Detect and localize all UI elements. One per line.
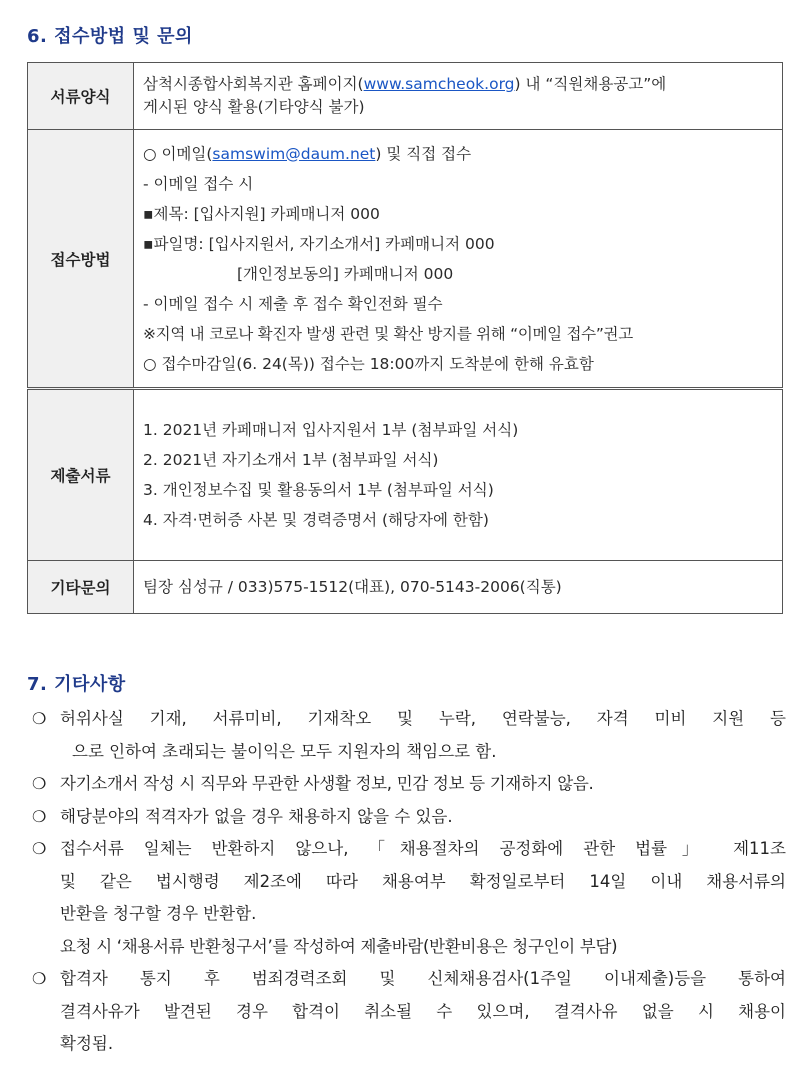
list-item <box>30 801 786 834</box>
method-line-4: ▪파일명: [입사지원서, 자기소개서] 카페매니저 000 <box>143 234 495 253</box>
list-item <box>30 703 786 768</box>
table-row <box>28 561 783 614</box>
circle-bullet-icon: ❍ <box>32 969 47 988</box>
method-line-5: [개인정보동의] 카페매니저 000 <box>237 264 454 283</box>
table-row <box>28 63 783 130</box>
form-line-1 <box>143 73 776 96</box>
note-1-line-2: 으로 인하여 초래되는 불이익은 모두 지원자의 책임으로 함. <box>72 741 497 761</box>
note-3: 해당분야의 적격자가 없을 경우 채용하지 않을 수 있음. <box>60 806 453 826</box>
notes-list <box>30 703 786 1061</box>
row-label-contact: 기타문의 <box>28 561 134 614</box>
note-1-line-1: 허위사실 기재, 서류미비, 기재착오 및 누락, 연락불능, 자격 미비 지원 등 <box>60 709 786 728</box>
circle-bullet-icon: ❍ <box>32 774 47 793</box>
circle-bullet-icon: ❍ <box>32 709 47 728</box>
document-item: 3. 개인정보수집 및 활용동의서 1부 (첨부파일 서식) <box>143 481 494 499</box>
method-line-2: - 이메일 접수 시 <box>143 174 254 193</box>
text-segment: ○ 이메일( <box>143 144 213 163</box>
homepage-link[interactable]: www.samcheok.org <box>363 75 515 93</box>
row-content-contact: 팀장 심성규 / 033)575-1512(대표), 070-5143-2006(직통) <box>134 561 783 614</box>
text-segment: ) 내 “직원채용공고”에 <box>514 75 667 93</box>
document-item: 2. 2021년 자기소개서 1부 (첨부파일 서식) <box>143 451 439 469</box>
section-7-heading: 7. 기타사항 <box>27 674 126 695</box>
note-4-line-2: 및 같은 법시행령 제2조에 따라 채용여부 확정일로부터 14일 이내 채용서류의 <box>60 871 786 891</box>
table-row <box>28 130 783 389</box>
method-line-3: ▪제목: [입사지원] 카페매니저 000 <box>143 204 380 223</box>
note-4-line-4: 요청 시 ‘채용서류 반환청구서’를 작성하여 제출바람(반환비용은 청구인이 부담) <box>60 936 618 956</box>
list-item <box>30 833 786 963</box>
row-label-form: 서류양식 <box>28 63 134 130</box>
method-line-8: ○ 접수마감일(6. 24(목)) 접수는 18:00까지 도착분에 한해 유효함 <box>143 354 594 373</box>
text-segment: ) 및 직접 접수 <box>375 144 472 163</box>
row-content-method <box>134 130 783 389</box>
note-5-line-3: 확정됨. <box>60 1034 114 1053</box>
note-5-line-1: 합격자 통지 후 범죄경력조회 및 신체채용검사(1주일 이내제출)등을 통하여 <box>60 969 786 988</box>
note-2: 자기소개서 작성 시 직무와 무관한 사생활 정보, 민감 정보 등 기재하지 않음. <box>60 774 594 793</box>
method-line-1 <box>143 139 776 169</box>
document-item: 4. 자격·면허증 사본 및 경력증명서 (해당자에 한함) <box>143 511 489 529</box>
email-link[interactable]: samswim@daum.net <box>212 144 376 163</box>
circle-bullet-icon: ❍ <box>32 806 47 826</box>
method-line-7: ※지역 내 코로나 확진자 발생 관련 및 확산 방지를 위해 “이메일 접수”권고 <box>143 324 633 343</box>
note-5-line-2: 결격사유가 발견된 경우 합격이 취소될 수 있으며, 결격사유 없을 시 채용이 <box>60 1001 786 1021</box>
row-content-form <box>134 63 783 130</box>
table-row <box>28 389 783 561</box>
method-line-6: - 이메일 접수 시 제출 후 접수 확인전화 필수 <box>143 294 443 313</box>
list-item <box>30 963 786 1061</box>
application-info-table <box>27 62 783 614</box>
row-label-documents: 제출서류 <box>28 389 134 561</box>
row-content-documents <box>134 389 783 561</box>
form-line-2: 게시된 양식 활용(기타양식 불가) <box>143 98 365 116</box>
row-label-method: 접수방법 <box>28 130 134 389</box>
document-item: 1. 2021년 카페매니저 입사지원서 1부 (첨부파일 서식) <box>143 421 519 439</box>
section-6-heading: 6. 접수방법 및 문의 <box>27 26 193 47</box>
text-segment: 삼척시종합사회복지관 홈페이지( <box>143 75 364 93</box>
note-4-line-1: 접수서류 일체는 반환하지 않으나, 「채용절차의 공정화에 관한 법률」 제11조 <box>60 839 786 858</box>
note-4-line-3: 반환을 청구할 경우 반환함. <box>60 904 257 923</box>
circle-bullet-icon: ❍ <box>32 839 47 858</box>
list-item <box>30 768 786 801</box>
